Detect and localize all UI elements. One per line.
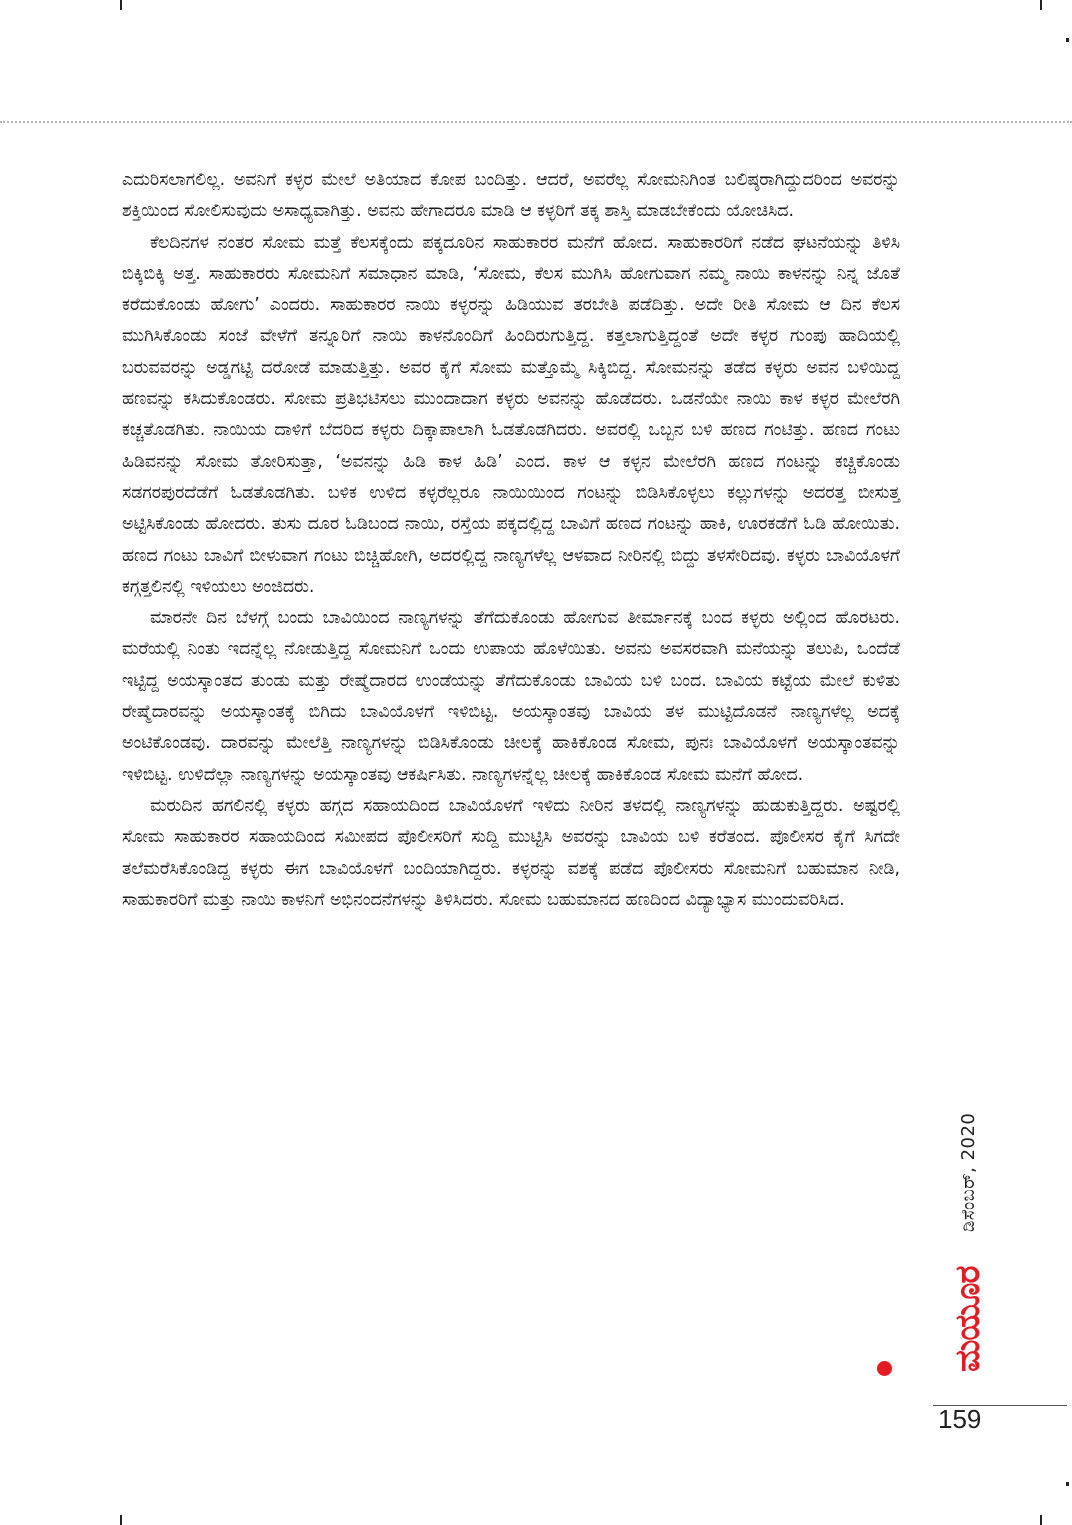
- crop-mark-bottom-right: [1040, 1515, 1042, 1525]
- article-paragraph: ಕೆಲದಿನಗಳ ನಂತರ ಸೋಮ ಮತ್ತೆ ಕೆಲಸಕ್ಕೆಂದು ಪಕ್ಕದೂರಿನ ಸಾಹುಕಾರರ ಮನೆಗೆ ಹೋದ. ಸಾಹುಕಾರರಿಗೆ ನಡೆದ ಘಟನೆಯನ್ನು ತಿಳಿಸಿ ಬಿಕ್ಕಿಬಿಕ್ಕಿ ಅತ್ತ. ಸಾಹುಕಾರರು ಸೋಮನಿಗೆ ಸಮಾಧಾನ ಮಾಡಿ, ‘ಸೋಮ, ಕೆಲಸ ಮುಗಿಸಿ ಹೋಗುವಾಗ ನಮ್ಮ ನಾಯಿ ಕಾಳನನ್ನು ನಿನ್ನ ಜೊತೆ ಕರೆದುಕೊಂಡು ಹೋಗು’ ಎಂದರು. ಸಾಹುಕಾರರ ನಾಯಿ ಕಳ್ಳರನ್ನು ಹಿಡಿಯುವ ತರಬೇತಿ ಪಡೆದಿತ್ತು. ಅದೇ ರೀತಿ ಸೋಮ ಆ ದಿನ ಕೆಲಸ ಮುಗಿಸಿಕೊಂಡು ಸಂಜೆ ವೇಳೆಗೆ ತನ್ನೂರಿಗೆ ನಾಯಿ ಕಾಳನೊಂದಿಗೆ ಹಿಂದಿರುಗುತ್ತಿದ್ದ. ಕತ್ತಲಾಗುತ್ತಿದ್ದಂತೆ ಅದೇ ಕಳ್ಳರ ಗುಂಪು ಹಾದಿಯಲ್ಲಿ ಬರುವವರನ್ನು ಅಡ್ಡಗಟ್ಟಿ ದರೋಡೆ ಮಾಡುತ್ತಿತ್ತು. ಅವರ ಕೈಗೆ ಸೋಮ ಮತ್ತೊಮ್ಮೆ ಸಿಕ್ಕಿಬಿದ್ದ. ಸೋಮನನ್ನು ತಡೆದ ಕಳ್ಳರು ಅವನ ಬಳಿಯಿದ್ದ ಹಣವನ್ನು ಕಸಿದುಕೊಂಡರು. ಸೋಮ ಪ್ರತಿಭಟಿಸಲು ಮುಂದಾದಾಗ ಕಳ್ಳರು ಅವನನ್ನು ಹೊಡೆದರು. ಒಡನೆಯೇ ನಾಯಿ ಕಾಳ ಕಳ್ಳರ ಮೇಲೆರಗಿ ಕಚ್ಚತೊಡಗಿತು. ನಾಯಿಯ ದಾಳಿಗೆ ಬೆದರಿದ ಕಳ್ಳರು ದಿಕ್ಕಾಪಾಲಾಗಿ ಓಡತೊಡಗಿದರು. ಅವರಲ್ಲಿ ಒಬ್ಬನ ಬಳಿ ಹಣದ ಗಂಟಿತ್ತು. ಹಣದ ಗಂಟು ಹಿಡಿವನನ್ನು ಸೋಮ ತೋರಿಸುತ್ತಾ, ‘ಅವನನ್ನು ಹಿಡಿ ಕಾಳ ಹಿಡಿ’ ಎಂದ. ಕಾಳ ಆ ಕಳ್ಳನ ಮೇಲೆರಗಿ ಹಣದ ಗಂಟನ್ನು ಕಚ್ಚಿಕೊಂಡು ಸಡಗರಪುರದೆಡೆಗೆ ಓಡತೊಡಗಿತು. ಬಳಿಕ ಉಳಿದ ಕಳ್ಳರೆಲ್ಲರೂ ನಾಯಿಯಿಂದ ಗಂಟನ್ನು ಬಿಡಿಸಿಕೊಳ್ಳಲು ಕಲ್ಲುಗಳನ್ನು ಅದರತ್ತ ಬೀಸುತ್ತ ಅಟ್ಟಿಸಿಕೊಂಡು ಹೋದರು. ತುಸು ದೂರ ಓಡಿಬಂದ ನಾಯಿ, ರಸ್ತೆಯ ಪಕ್ಕದಲ್ಲಿದ್ದ ಬಾವಿಗೆ ಹಣದ ಗಂಟನ್ನು ಹಾಕಿ, ಊರಕಡೆಗೆ ಓಡಿ ಹೋಯಿತು. ಹಣದ ಗಂಟು ಬಾವಿಗೆ ಬೀಳುವಾಗ ಗಂಟು ಬಿಚ್ಚಿಹೋಗಿ, ಅದರಲ್ಲಿದ್ದ ನಾಣ್ಯಗಳೆಲ್ಲ ಆಳವಾದ ನೀರಿನಲ್ಲಿ ಬಿದ್ದು ತಳಸೇರಿದವು. ಕಳ್ಳರು ಬಾವಿಯೊಳಗೆ ಕಗ್ಗತ್ತಲಿನಲ್ಲಿ ಇಳಿಯಲು ಅಂಜಿದರು.: [122, 232, 900, 597]
- crop-mark-top-left: [120, 0, 122, 10]
- page-number: 159: [938, 1404, 982, 1434]
- article-body: [122, 165, 900, 916]
- magazine-logo: ಮಯೂರ: [948, 1266, 988, 1372]
- issue-date: ಡಿಸೆಂಬರ್, 2020: [958, 1112, 979, 1232]
- article-paragraph: ಮರುದಿನ ಹಗಲಿನಲ್ಲಿ ಕಳ್ಳರು ಹಗ್ಗದ ಸಹಾಯದಿಂದ ಬಾವಿಯೊಳಗೆ ಇಳಿದು ನೀರಿನ ತಳದಲ್ಲಿ ನಾಣ್ಯಗಳನ್ನು ಹುಡುಕುತ್ತಿದ್ದರು. ಅಷ್ಟರಲ್ಲಿ ಸೋಮ ಸಾಹುಕಾರರ ಸಹಾಯದಿಂದ ಸಮೀಪದ ಪೊಲೀಸರಿಗೆ ಸುದ್ದಿ ಮುಟ್ಟಿಸಿ ಅವರನ್ನು ಬಾವಿಯ ಬಳಿ ಕರೆತಂದ. ಪೊಲೀಸರ ಕೈಗೆ ಸಿಗದೇ ತಲೆಮರೆಸಿಕೊಂಡಿದ್ದ ಕಳ್ಳರು ಈಗ ಬಾವಿಯೊಳಗೆ ಬಂದಿಯಾಗಿದ್ದರು. ಕಳ್ಳರನ್ನು ವಶಕ್ಕೆ ಪಡೆದ ಪೊಲೀಸರು ಸೋಮನಿಗೆ ಬಹುಮಾನ ನೀಡಿ, ಸಾಹುಕಾರರಿಗೆ ಮತ್ತು ನಾಯಿ ಕಾಳನಿಗೆ ಅಭಿನಂದನೆಗಳನ್ನು ತಿಳಿಸಿದರು. ಸೋಮ ಬಹುಮಾನದ ಹಣದಿಂದ ವಿದ್ಯಾಭ್ಯಾಸ ಮುಂದುವರಿಸಿದ.: [122, 795, 900, 910]
- end-of-article-dot: [877, 1361, 892, 1376]
- header-dotted-rule: [0, 121, 1072, 123]
- crop-mark-top-right: [1040, 0, 1042, 10]
- article-paragraph: ಮಾರನೇ ದಿನ ಬೆಳಗ್ಗೆ ಬಂದು ಬಾವಿಯಿಂದ ನಾಣ್ಯಗಳನ್ನು ತೆಗೆದುಕೊಂಡು ಹೋಗುವ ತೀರ್ಮಾನಕ್ಕೆ ಬಂದ ಕಳ್ಳರು ಅಲ್ಲಿಂದ ಹೊರಟರು. ಮರೆಯಲ್ಲಿ ನಿಂತು ಇದನ್ನೆಲ್ಲ ನೋಡುತ್ತಿದ್ದ ಸೋಮನಿಗೆ ಒಂದು ಉಪಾಯ ಹೊಳೆಯಿತು. ಅವನು ಅವಸರವಾಗಿ ಮನೆಯನ್ನು ತಲುಪಿ, ಒಂದೆಡೆ ಇಟ್ಟಿದ್ದ ಅಯಸ್ಕಾಂತದ ತುಂಡು ಮತ್ತು ರೇಷ್ಮೆದಾರದ ಉಂಡೆಯನ್ನು ತೆಗೆದುಕೊಂಡು ಬಾವಿಯ ಬಳಿ ಬಂದ. ಬಾವಿಯ ಕಟ್ಟೆಯ ಮೇಲೆ ಕುಳಿತು ರೇಷ್ಮೆದಾರವನ್ನು ಅಯಸ್ಕಾಂತಕ್ಕೆ ಬಿಗಿದು ಬಾವಿಯೊಳಗೆ ಇಳಿಬಿಟ್ಟ. ಅಯಸ್ಕಾಂತವು ಬಾವಿಯ ತಳ ಮುಟ್ಟಿದೊಡನೆ ನಾಣ್ಯಗಳೆಲ್ಲ ಅದಕ್ಕೆ ಅಂಟಿಕೊಂಡವು. ದಾರವನ್ನು ಮೇಲೆತ್ತಿ ನಾಣ್ಯಗಳನ್ನು ಬಿಡಿಸಿಕೊಂಡು ಚೀಲಕ್ಕೆ ಹಾಕಿಕೊಂಡ ಸೋಮ, ಪುನಃ ಬಾವಿಯೊಳಗೆ ಅಯಸ್ಕಾಂತವನ್ನು ಇಳಿಬಿಟ್ಟ. ಉಳಿದೆಲ್ಲಾ ನಾಣ್ಯಗಳನ್ನು ಅಯಸ್ಕಾಂತವು ಆಕರ್ಷಿಸಿತು. ನಾಣ್ಯಗಳನ್ನೆಲ್ಲ ಚೀಲಕ್ಕೆ ಹಾಕಿಕೊಂಡ ಸೋಮ ಮನೆಗೆ ಹೋದ.: [122, 608, 900, 785]
- crop-mark-bottom-left: [120, 1515, 122, 1525]
- crop-mark-right-lower: [1066, 1482, 1069, 1486]
- crop-mark-right-upper: [1066, 38, 1069, 42]
- article-paragraph: ಎದುರಿಸಲಾಗಲಿಲ್ಲ. ಅವನಿಗೆ ಕಳ್ಳರ ಮೇಲೆ ಅತಿಯಾದ ಕೋಪ ಬಂದಿತ್ತು. ಆದರೆ, ಅವರೆಲ್ಲ ಸೋಮನಿಗಿಂತ ಬಲಿಷ್ಠರಾಗಿದ್ದುದರಿಂದ ಅವರನ್ನು ಶಕ್ತಿಯಿಂದ ಸೋಲಿಸುವುದು ಅಸಾಧ್ಯವಾಗಿತ್ತು. ಅವನು ಹೇಗಾದರೂ ಮಾಡಿ ಆ ಕಳ್ಳರಿಗೆ ತಕ್ಕ ಶಾಸ್ತಿ ಮಾಡಬೇಕೆಂದು ಯೋಚಿಸಿದ.: [122, 170, 900, 222]
